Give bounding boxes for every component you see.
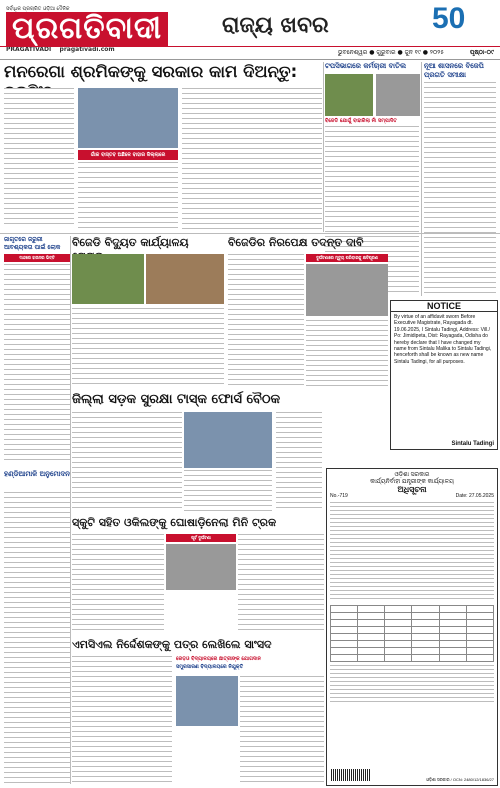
road-text-b — [184, 470, 272, 512]
bjd-text-left — [72, 308, 224, 388]
english-name: PRAGATIVADI — [6, 46, 52, 53]
road-photo — [184, 412, 272, 468]
left-brief2-headline: ହଣ୍ଡିଆମାଳି ଅନୁମୋଦନ — [4, 470, 70, 478]
dateline-bar — [0, 46, 500, 60]
bjd-text-right — [306, 320, 388, 388]
column-rule — [421, 62, 422, 296]
notice-signature: Sintalu Tadingi — [451, 441, 494, 447]
lead-headline: ମନରେଗା ଶ୍ରମିକଙ୍କୁ ସରକାର କାମ ଦିଅନ୍ତୁ: — [4, 62, 298, 81]
bjd-subhead: ଦୁର୍ଘଟଣାରେ ମୃତ୍ୟୁ ପରିବାରକୁ କ୍ଷତିପୂରଣ — [306, 254, 388, 262]
tender-title: ଅଧିସୂଚନା — [397, 485, 427, 494]
notice-title: NOTICE — [391, 301, 497, 312]
tender-notice — [326, 468, 498, 786]
section-title: ରାଜ୍ୟ ଖବର — [222, 12, 329, 38]
mp-text-a — [72, 656, 172, 784]
newspaper-logo: ପ୍ରଗତିବାଦୀ — [6, 12, 168, 46]
anniversary-number: 50 — [432, 2, 466, 35]
side1-caption: ବିଜେଡି ଯୋଗୁଁ ବାହାରିଲା ନାଁ ସମ୍ପାଦିତ — [325, 118, 397, 124]
lead-story-text-2 — [182, 88, 322, 238]
mp-text-b — [240, 676, 324, 784]
tender-barcode — [331, 769, 371, 781]
notice-body: By virtue of an affidavit sworn Before Executive Magistrate, Rayagada dt. 19.06.2025, I Sintalu Tadingi, Address: Vill./ Po: Jimidipeta, Dist: Rayagada, Odisha do hereby declare that I have changed my name from Sintalu Malika to Sintalu Tadingi, henceforth shall be known as new name Sintalu Tadingi, for all purposes. — [394, 314, 492, 365]
mp-tag2: ସମ୍ପ୍ରସାରଣ ବିଦ୍ୟାଳୟରେ ନିଯୁକ୍ତି — [176, 664, 244, 670]
mp-headline: ଏମସିଏଲ ନିର୍ଦ୍ଦେଶକଙ୍କୁ ପତ୍ର ଲେଖିଲେ ସାଂସଦ — [72, 638, 272, 651]
website: pragativadi.com — [59, 46, 115, 53]
side1-photo-b — [376, 74, 420, 116]
column-rule — [70, 236, 71, 784]
tender-date: Date: 27.05.2025 — [455, 493, 494, 499]
mp-tag1: ରେଡ଼ଓ ବିଦ୍ୟାଳୟରେ ଛାତ୍ରୀଙ୍କ ଯୋଗଦାନ — [176, 656, 261, 662]
left-brief1-sub: ଦାନ୍ଦରେ ହାଉସର ଭିତ୍ତି — [4, 254, 70, 262]
tender-office: କାର୍ଯ୍ୟନିର୍ବାହୀ ଯନ୍ତ୍ରୀଙ୍କ କାର୍ଯ୍ୟାଳୟ — [370, 479, 454, 485]
mp-photo — [176, 676, 238, 726]
lead-subhead: ଗାଁକ ବାସ୍ତବ ଅଛିଳେ ବାହାର ଜିଲ୍ଲାରେ — [78, 150, 178, 160]
notice-box — [390, 300, 498, 450]
lead-photo — [78, 88, 178, 148]
bjd-photo-c — [306, 264, 388, 316]
lead-story-text-3 — [78, 162, 178, 232]
bjd-text-mid — [228, 254, 304, 388]
lead-story-text — [4, 88, 74, 228]
left-brief1-headline: ଜାଗୃତରେ ଜରୁରୀ ଆବଶ୍ୟକତା ପାଇଁ ଲୋକ — [4, 236, 61, 251]
tender-text-2 — [330, 665, 494, 705]
mishap-tag: ପୂର୍ବ ଦୁର୍ଘଟଣା — [166, 534, 236, 542]
left-brief2-text — [4, 492, 70, 784]
side2-text — [424, 82, 496, 296]
side1-photo-a — [325, 74, 373, 116]
tender-table — [330, 605, 494, 662]
page-number: ପୃଷ୍ଠା-୦୯ — [469, 49, 494, 56]
road-text-a — [72, 412, 182, 512]
anniversary-badge — [432, 4, 476, 38]
left-brief1-text — [4, 264, 70, 464]
bjd-headline-right: ବିଜେଡିର ନିରପେକ୍ଷ ତଦନ୍ତ ଦାବି — [228, 236, 364, 249]
tender-gov: ଓଡ଼ିଶା ସରକାର — [394, 472, 430, 478]
road-text-c — [276, 412, 322, 512]
mishap-text-a — [72, 534, 164, 634]
bjd-photo-a — [72, 254, 144, 304]
row-rule — [0, 233, 500, 234]
side2-headline: ନୂଆ ଶାସନରେ ବିଜେପି ପ୍ରଗତି ସମୀକ୍ଷା — [424, 62, 484, 79]
mishap-headline: ସ୍କୁଟି ସହିତ ଓକିଲଙ୍କୁ ଘୋଷାଡ଼ିନେଲା ମିନି ଟ୍ରକ — [72, 516, 277, 529]
masthead — [6, 6, 206, 53]
bjd-photo-b — [146, 254, 224, 304]
tender-footer: ଓଡ଼ିଶା ସରକାର / OCN: 2480/12/1836/27 — [426, 777, 494, 782]
tender-no: No.-719 — [330, 493, 348, 499]
tender-text — [330, 502, 494, 602]
mishap-text-b — [238, 534, 324, 634]
road-headline: ଜିଲ୍ଲା ସଡ଼କ ସୁରକ୍ଷା ଟାସ୍କ ଫୋର୍ସ ବୈଠକ — [72, 392, 281, 407]
tagline: ସର୍ବାଧିକ ପ୍ରଚାରିତ ଓଡ଼ିଆ ଦୈନିକ — [6, 6, 70, 12]
side1-headline: ଟପସିଭାଗରେ କର୍ମଚାରୀ ବାତିଲ — [325, 62, 407, 70]
mishap-photo — [166, 544, 236, 590]
column-rule — [323, 62, 324, 232]
date-text: ଭୁବନେଶ୍ୱର ● ଗୁରୁବାର ● ଜୁନ ୧୯ ● ୨୦୨୫ — [337, 49, 444, 56]
bjd-headline-left: ବିଜେଡି ବିଦ୍ୟୁତ କାର୍ଯ୍ୟାଳୟ — [72, 236, 189, 249]
